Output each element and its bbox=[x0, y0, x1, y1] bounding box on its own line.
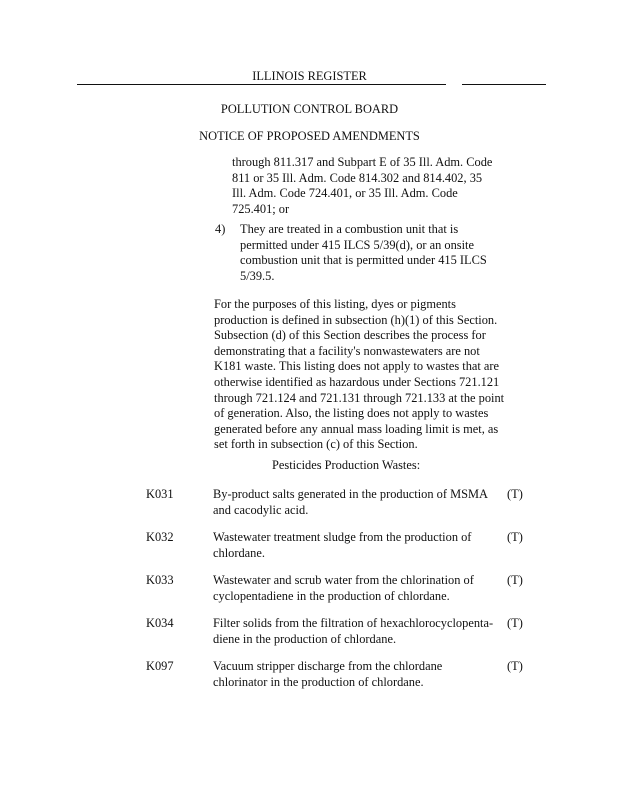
waste-code: K034 bbox=[146, 616, 174, 630]
waste-description bbox=[213, 487, 488, 518]
text-line: Wastewater and scrub water from the chlorination of bbox=[213, 573, 474, 587]
text-line: and cacodylic acid. bbox=[213, 502, 309, 517]
text-line: set forth in subsection (c) of this Section. bbox=[214, 437, 418, 452]
waste-row bbox=[0, 616, 619, 650]
hazard-code: (T) bbox=[507, 659, 523, 673]
text-line: chlordane. bbox=[213, 545, 265, 560]
waste-description bbox=[213, 530, 471, 561]
text-line: diene in the production of chlordane. bbox=[213, 631, 397, 646]
waste-row bbox=[0, 659, 619, 693]
section-heading: Pesticides Production Wastes: bbox=[272, 458, 421, 472]
waste-description bbox=[213, 616, 493, 647]
text-line: They are treated in a combustion unit that is bbox=[240, 222, 459, 236]
text-line: production is defined in subsection (h)(1) of this Section. bbox=[214, 312, 498, 327]
waste-row bbox=[0, 573, 619, 607]
header-rule-left bbox=[77, 84, 446, 85]
hazard-code: (T) bbox=[507, 530, 523, 544]
item-text bbox=[240, 222, 487, 284]
text-line: combustion unit that is permitted under 415 ILCS bbox=[240, 253, 487, 268]
text-line: K181 waste. This listing does not apply to wastes that are bbox=[214, 359, 500, 374]
text-line: 811 or 35 Ill. Adm. Code 814.302 and 814.402, 35 bbox=[232, 170, 483, 185]
agency-title: POLLUTION CONTROL BOARD bbox=[220, 102, 399, 116]
notice-title: NOTICE OF PROPOSED AMENDMENTS bbox=[199, 129, 420, 143]
text-line: Filter solids from the filtration of hexachlorocyclopenta- bbox=[213, 616, 494, 630]
text-line: demonstrating that a facility's nonwastewaters are not bbox=[214, 343, 480, 358]
waste-code: K031 bbox=[146, 487, 174, 501]
text-line: generated before any annual mass loading limit is met, as bbox=[214, 421, 499, 436]
text-line: By-product salts generated in the production of MSMA bbox=[213, 487, 488, 501]
text-line: 5/39.5. bbox=[240, 268, 275, 283]
text-line: permitted under 415 ILCS 5/39(d), or an onsite bbox=[240, 237, 475, 252]
text-line: Ill. Adm. Code 724.401, or 35 Ill. Adm. Code bbox=[232, 186, 458, 201]
hazard-code: (T) bbox=[507, 487, 523, 501]
hazard-code: (T) bbox=[507, 573, 523, 587]
waste-description bbox=[213, 659, 442, 690]
text-line: For the purposes of this listing, dyes or pigments bbox=[214, 297, 456, 311]
text-line: 725.401; or bbox=[232, 201, 290, 216]
waste-description bbox=[213, 573, 474, 604]
header-rule-right bbox=[462, 84, 546, 85]
definition-paragraph bbox=[214, 297, 504, 453]
waste-code: K033 bbox=[146, 573, 174, 587]
text-line: through 811.317 and Subpart E of 35 Ill. Adm. Code bbox=[232, 155, 493, 169]
waste-code: K097 bbox=[146, 659, 174, 673]
text-line: Wastewater treatment sludge from the production of bbox=[213, 530, 472, 544]
item-label: 4) bbox=[215, 222, 226, 236]
waste-row bbox=[0, 487, 619, 521]
continuation-text bbox=[232, 155, 492, 217]
text-line: cyclopentadiene in the production of chlordane. bbox=[213, 588, 450, 603]
hazard-code: (T) bbox=[507, 616, 523, 630]
text-line: chlorinator in the production of chlordane. bbox=[213, 674, 424, 689]
waste-code: K032 bbox=[146, 530, 174, 544]
text-line: of generation. Also, the listing does not apply to wastes bbox=[214, 406, 489, 421]
text-line: Vacuum stripper discharge from the chlordane bbox=[213, 659, 443, 673]
waste-row bbox=[0, 530, 619, 564]
text-line: otherwise identified as hazardous under Sections 721.121 bbox=[214, 374, 500, 389]
text-line: Subsection (d) of this Section describes the process for bbox=[214, 328, 486, 343]
text-line: through 721.124 and 721.131 through 721.133 at the point bbox=[214, 390, 505, 405]
register-title: ILLINOIS REGISTER bbox=[252, 69, 367, 83]
